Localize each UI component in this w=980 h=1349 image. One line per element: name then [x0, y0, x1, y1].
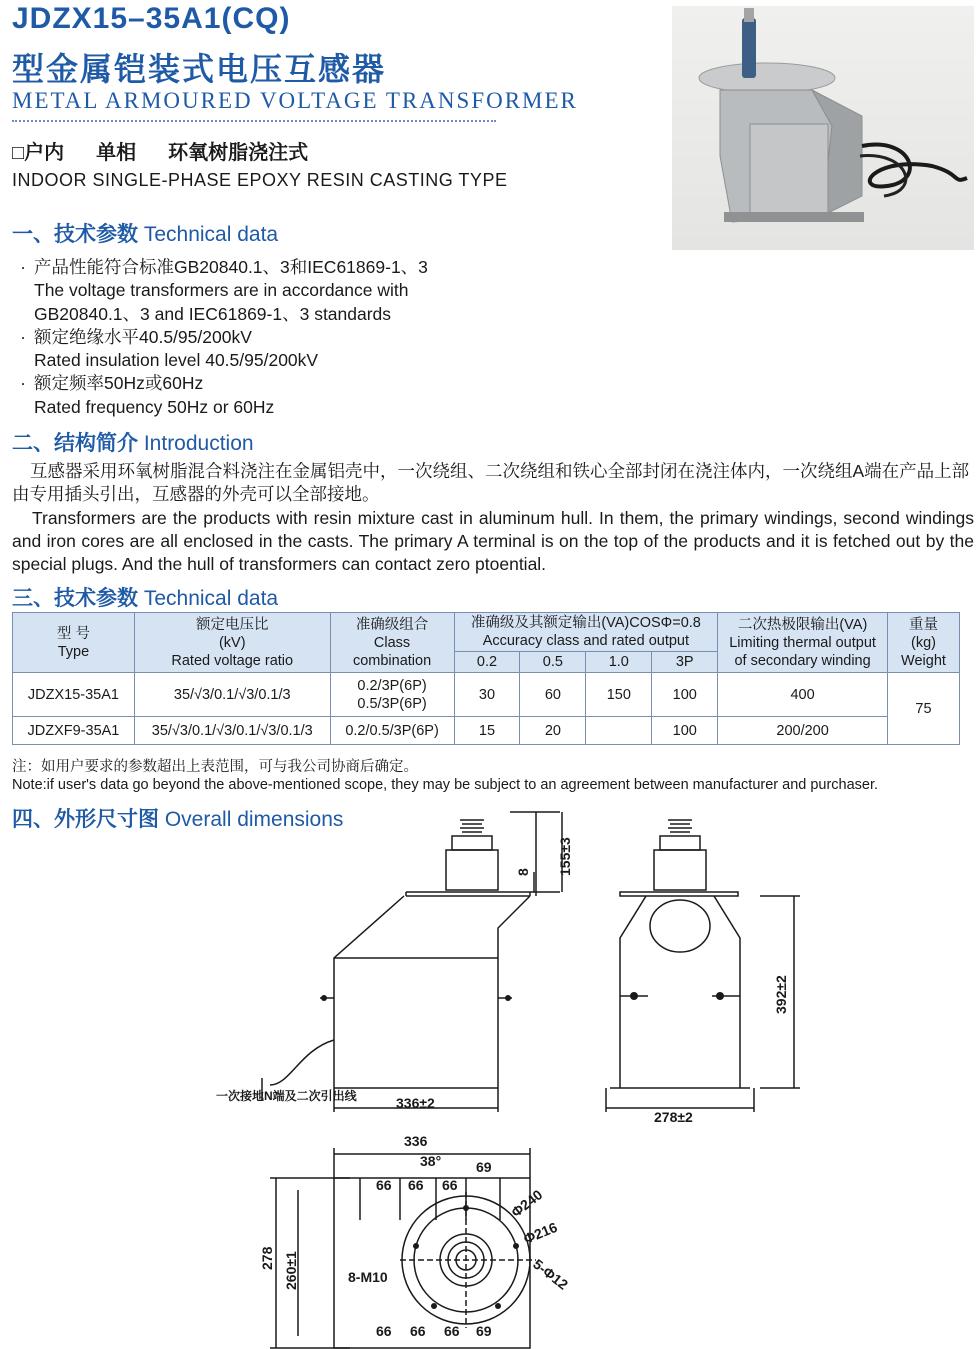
table-row [13, 717, 960, 745]
note-en: Note:if user's data go beyond the above-mentioned scope, they may be subject to an agreement between manufacturer and purchaser. [12, 777, 879, 793]
bullet-en: Rated frequency 50Hz or 60Hz [34, 396, 275, 417]
list-item [12, 372, 428, 395]
bullet-cn: 额定绝缘水平40.5/95/200kV [34, 326, 252, 347]
cell-1.0 [586, 717, 652, 745]
col-0.5: 0.5 [520, 652, 586, 673]
cell-3p: 100 [652, 673, 718, 717]
cell-0.2: 15 [454, 717, 520, 745]
bullet-dot: · [20, 257, 26, 277]
cell-class: 0.2/0.5/3P(6P) [330, 717, 454, 745]
section-technical-data-3 [12, 582, 278, 612]
type-en: INDOOR SINGLE-PHASE EPOXY RESIN CASTING TYPE [12, 170, 508, 190]
dim-66-bot-3: 66 [444, 1323, 460, 1339]
section4-heading-cn: 四、外形尺寸图 [12, 808, 159, 831]
bullet-en: Rated insulation level 40.5/95/200kV [34, 350, 319, 371]
header-type: 型 号 Type [13, 613, 135, 673]
dimension-drawing [0, 800, 980, 1349]
dim-66-bot-1: 66 [376, 1323, 392, 1339]
header-thermal: 二次热极限输出(VA) Limiting thermal output of secondary winding [718, 613, 888, 673]
dim-66-bot-2: 66 [410, 1323, 426, 1339]
spec-table [12, 612, 960, 745]
dim-66-top-1: 66 [376, 1177, 392, 1193]
section1-heading-en: Technical data [143, 223, 279, 246]
cell-thermal: 200/200 [718, 717, 888, 745]
dim-8: 8 [515, 868, 531, 876]
header-class: 准确级组合 Class combination [330, 613, 454, 673]
type-single-phase: 单相 [96, 142, 137, 164]
section3-heading-en: Technical data [143, 587, 279, 610]
dim-8-m10: 8-M10 [348, 1269, 388, 1285]
cell-1.0: 150 [586, 673, 652, 717]
cell-thermal: 400 [718, 673, 888, 717]
section2-heading-cn: 二、结构简介 [12, 432, 138, 455]
bullet-dot: · [20, 326, 26, 347]
cell-type: JDZX15-35A1 [13, 673, 135, 717]
cell-ratio: 35/√3/0.1/√3/0.1/√3/0.1/3 [134, 717, 330, 745]
bullet-dot: · [20, 373, 26, 394]
bullet-en: GB20840.1、3 and IEC61869-1、3 standards [34, 303, 392, 324]
bullet-en: The voltage transformers are in accordance with [34, 280, 409, 301]
type-cn [12, 136, 340, 165]
cell-3p: 100 [652, 717, 718, 745]
header-ratio: 额定电压比 (kV) Rated voltage ratio [134, 613, 330, 673]
dim-278-2: 278±2 [654, 1109, 693, 1125]
dim-155: 155±3 [557, 837, 573, 876]
table-header-row [13, 613, 960, 652]
dim-38: 38° [420, 1153, 442, 1169]
dim-5phi12: 5-Φ12 [530, 1255, 572, 1293]
technical-bullets [12, 256, 428, 419]
intro-cn: 互感器采用环氧树脂混合料浇注在金属铝壳中，一次绕组、二次绕组和铁心全部封闭在浇注体内，一次绕组A端在产品上部由专用插头引出，互感器的外壳可以全部接地。 [12, 461, 970, 505]
dim-phi216: Φ216 [521, 1218, 560, 1247]
section2-heading-en: Introduction [143, 432, 254, 455]
section1-heading-cn: 一、技术参数 [12, 223, 138, 246]
dim-66-top-2: 66 [408, 1177, 424, 1193]
dim-260: 260±1 [283, 1251, 299, 1290]
col-1.0: 1.0 [586, 652, 652, 673]
type-indoor: □户内 [12, 142, 65, 164]
dim-336-2: 336±2 [396, 1095, 435, 1111]
section-technical-data-1 [12, 218, 278, 248]
lead-label: 一次接地N端及二次引出线 [216, 1089, 357, 1103]
type-epoxy: 环氧树脂浇注式 [168, 142, 309, 164]
section4-heading-en: Overall dimensions [164, 808, 344, 831]
bullet-cn: 额定频率50Hz或60Hz [34, 373, 204, 394]
dim-phi240: Φ240 [507, 1186, 546, 1221]
dim-392: 392±2 [773, 975, 789, 1014]
cell-0.5: 20 [520, 717, 586, 745]
dotted-divider [12, 120, 496, 122]
intro-en: Transformers are the products with resin mixture cast in aluminum hull. In them, the primary windings, second windings and iron cores are all enclosed in the casts. The primary A terminal is on the top of the products and it is fetched out by the special plugs. And the hull of transformers can contact zero ptoential. [12, 507, 974, 575]
product-model: JDZX15–35A1(CQ) [12, 2, 291, 35]
cell-weight: 75 [887, 673, 959, 745]
introduction-text [12, 460, 974, 576]
product-title-en: METAL ARMOURED VOLTAGE TRANSFORMER [12, 88, 578, 113]
dim-69-top: 69 [476, 1159, 492, 1175]
col-0.2: 0.2 [454, 652, 520, 673]
header-accuracy: 准确级及其额定输出(VA)COSΦ=0.8 Accuracy class and rated output [454, 613, 718, 652]
cell-class: 0.2/3P(6P) 0.5/3P(6P) [330, 673, 454, 717]
header-weight: 重量 (kg) Weight [887, 613, 959, 673]
dim-278: 278 [259, 1246, 275, 1270]
table-row [13, 673, 960, 717]
cell-type: JDZXF9-35A1 [13, 717, 135, 745]
product-title-cn: 型金属铠装式电压互感器 [12, 51, 387, 87]
product-photo [672, 6, 974, 250]
bullet-cn: 产品性能符合标准GB20840.1、3和IEC61869-1、3 [34, 257, 428, 277]
section-introduction [12, 427, 254, 457]
col-3p: 3P [652, 652, 718, 673]
dim-66-top-3: 66 [442, 1177, 458, 1193]
cell-0.5: 60 [520, 673, 586, 717]
dim-69-bot: 69 [476, 1323, 492, 1339]
cell-0.2: 30 [454, 673, 520, 717]
section3-heading-cn: 三、技术参数 [12, 587, 138, 610]
list-item [12, 256, 428, 279]
list-item [12, 326, 428, 349]
transformer-photo-illustration [672, 6, 974, 250]
table-note [12, 758, 878, 794]
note-cn: 注：如用户要求的参数超出上表范围，可与我公司协商后确定。 [12, 759, 418, 775]
cell-ratio: 35/√3/0.1/√3/0.1/3 [134, 673, 330, 717]
dim-336: 336 [404, 1133, 428, 1149]
